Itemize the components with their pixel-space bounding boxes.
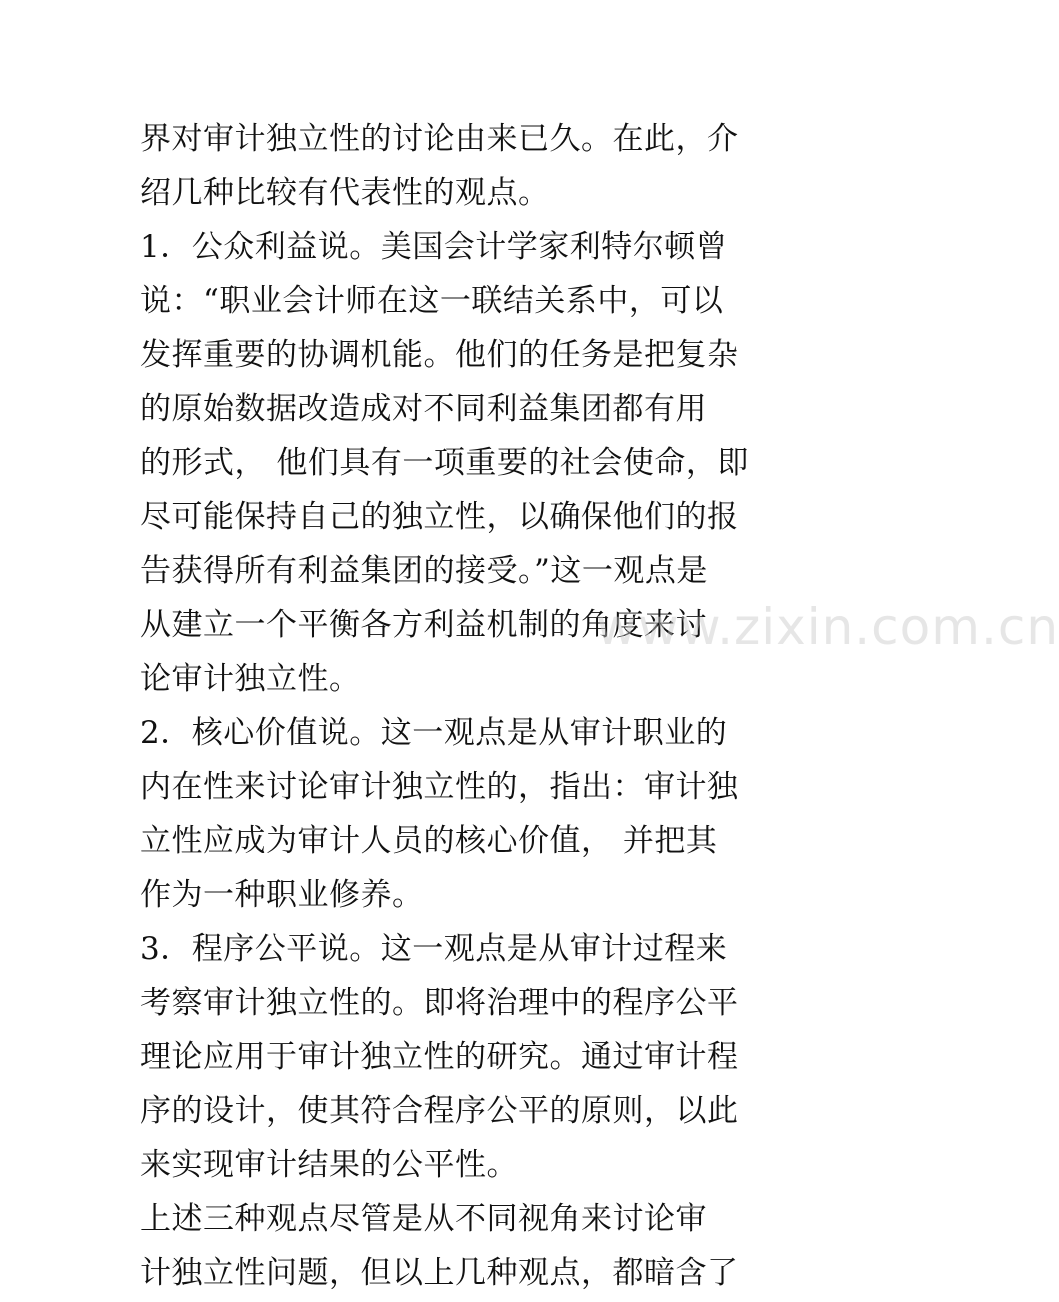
text-line: 2．核心价值说。这一观点是从审计职业的 (140, 715, 728, 751)
text-line: 尽可能保持自己的独立性，以确保他们的报 (140, 499, 739, 535)
text-line: 的形式， 他们具有一项重要的社会使命，即 (140, 445, 749, 481)
text-line: 发挥重要的协调机能。他们的任务是把复杂 (140, 337, 739, 373)
text-line: 绍几种比较有代表性的观点。 (140, 175, 550, 211)
text-line: 作为一种职业修养。 (140, 877, 424, 913)
text-line: 内在性来讨论审计独立性的，指出：审计独 (140, 769, 739, 805)
body-text (140, 112, 800, 1300)
text-line: 序的设计，使其符合程序公平的原则，以此 (140, 1093, 739, 1129)
text-line: 论审计独立性。 (140, 661, 361, 697)
text-line: 说：“职业会计师在这一联结关系中，可以 (140, 283, 724, 319)
watermark: www.zixin.com.cn (596, 598, 1059, 656)
text-line: 的原始数据改造成对不同利益集团都有用 (140, 391, 707, 427)
text-line: 告获得所有利益集团的接受。”这一观点是 (140, 553, 708, 589)
text-line: 考察审计独立性的。即将治理中的程序公平 (140, 985, 739, 1021)
text-line: 界对审计独立性的讨论由来已久。在此，介 (140, 121, 739, 157)
text-line: 来实现审计结果的公平性。 (140, 1147, 518, 1183)
text-line: 3．程序公平说。这一观点是从审计过程来 (140, 931, 728, 967)
text-line: 理论应用于审计独立性的研究。通过审计程 (140, 1039, 739, 1075)
text-line: 从建立一个平衡各方利益机制的角度来讨 (140, 607, 707, 643)
text-line: 立性应成为审计人员的核心价值， 并把其 (140, 823, 718, 859)
text-line: 上述三种观点尽管是从不同视角来讨论审 (140, 1201, 707, 1237)
text-line: 1．公众利益说。美国会计学家利特尔顿曾 (140, 229, 728, 265)
text-line: 计独立性问题，但以上几种观点，都暗含了 (140, 1255, 739, 1291)
